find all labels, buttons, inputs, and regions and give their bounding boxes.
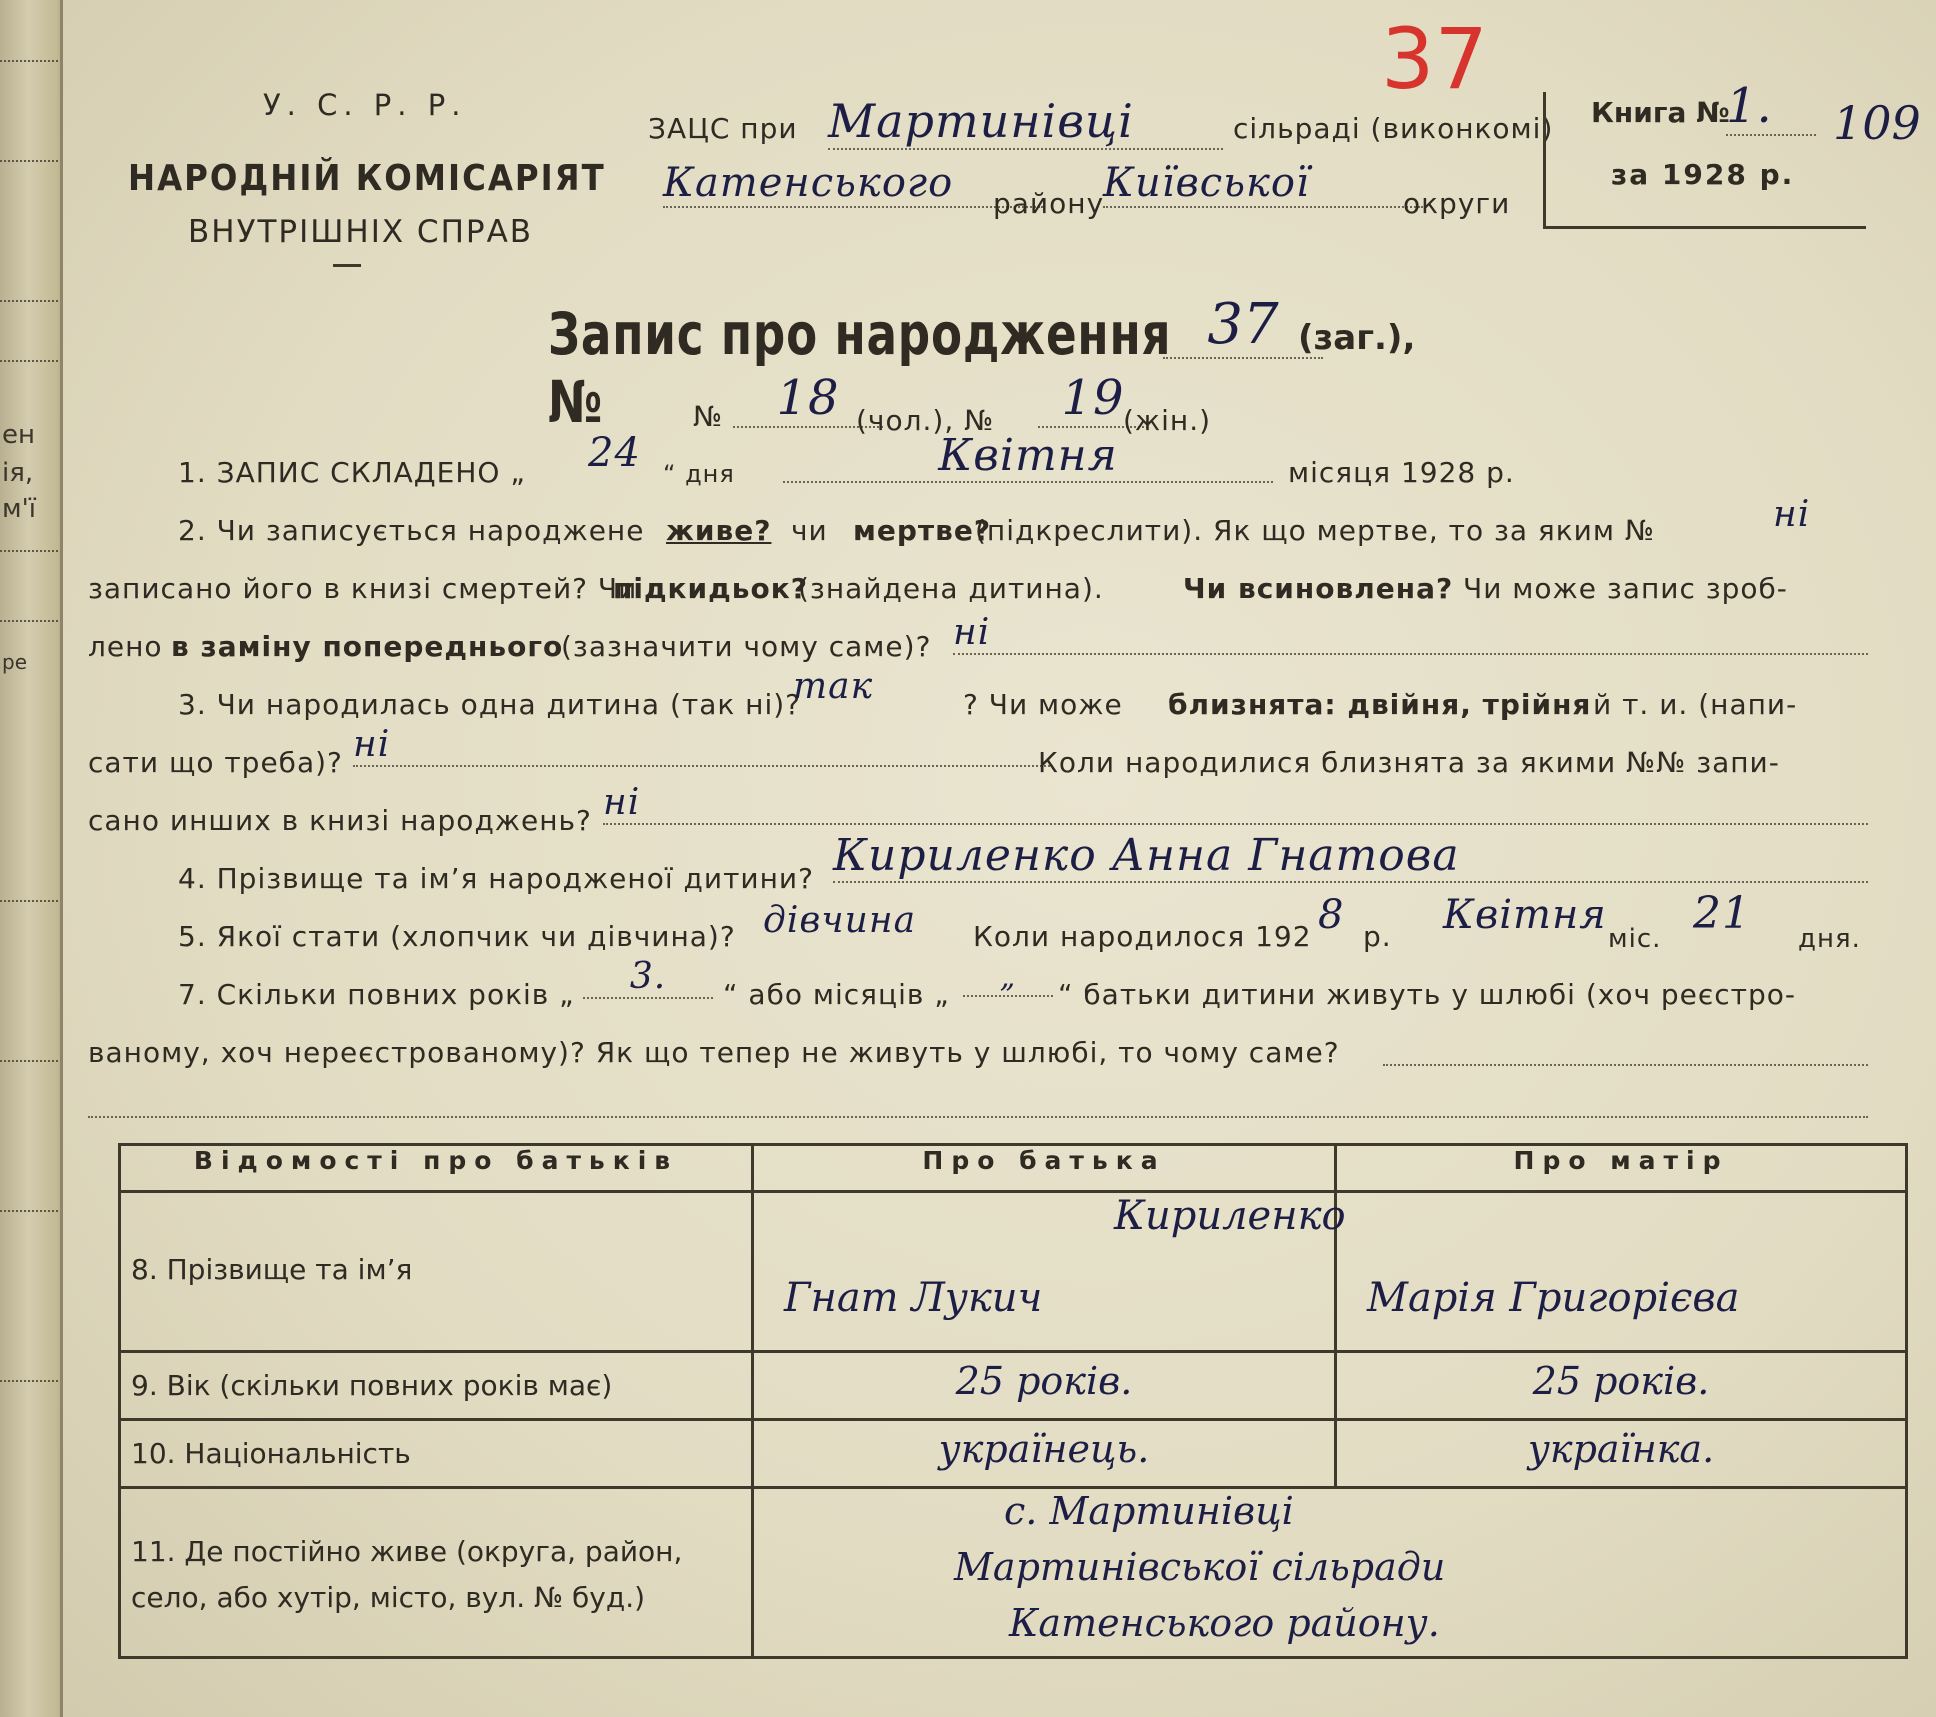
male-number: 18	[733, 370, 883, 428]
field-2-alive: живе?	[666, 514, 772, 547]
commissariat-label: НАРОДНІЙ КОМІСАРІЯТ	[128, 158, 606, 199]
field-2-chy: чи	[791, 514, 828, 547]
record-number: 37	[1163, 292, 1323, 359]
mother-age-handwriting: 25 років.	[1532, 1359, 1710, 1403]
red-record-number: 37	[1381, 10, 1488, 108]
field-3-line-2b: Коли народилися близнята за якими №№ запи-	[1038, 746, 1780, 779]
field-2-replace: в заміну попереднього	[171, 630, 564, 663]
field-2-found: підкидьок?	[613, 572, 808, 605]
birth-day-handwriting: 21	[1693, 888, 1751, 939]
mother-nationality-handwriting: українка.	[1527, 1427, 1715, 1471]
residence-line-3: Катенського району.	[1009, 1601, 1440, 1645]
field-3-handwriting: так	[793, 666, 874, 707]
header-dash	[333, 264, 361, 267]
no-label: №	[693, 400, 724, 433]
field-5-dnia: дня.	[1798, 924, 1861, 954]
female-number: 19	[1038, 370, 1148, 428]
header-father: Про батька	[753, 1145, 1336, 1192]
row-9-father	[753, 1352, 1336, 1420]
row-10-mother	[1336, 1420, 1907, 1488]
field-2-line-1a: 2. Чи записується народжене	[178, 514, 645, 547]
field-7-line-1c: “ батьки дитини живуть у шлюбі (хоч реєстро-	[1058, 978, 1796, 1011]
field-4-label: 4. Прізвище та ім’я народженої дитини?	[178, 862, 814, 895]
row-9-label: 9. Вік (скільки повних років має)	[120, 1352, 753, 1420]
edge-text-2: ія,	[2, 458, 34, 488]
marriage-years-handwriting: 3.	[583, 956, 713, 999]
birth-year-digit: 8	[1318, 892, 1345, 938]
field-3-handwriting-2: ні	[353, 724, 1053, 767]
field-3-line-1b: ? Чи може	[963, 688, 1123, 721]
parents-table	[118, 1143, 1908, 1659]
field-2-line-3a: лено	[88, 630, 163, 663]
field-2-handwriting-1: ні	[1773, 494, 1811, 535]
field-2-line-2b: (знайдена дитина).	[798, 572, 1104, 605]
marriage-months-handwriting: „	[963, 960, 1053, 997]
field-2-line-1b: (підкреслити). Як що мертве, то за яким №	[975, 514, 1656, 547]
child-name-handwriting: Кириленко Анна Гнатова	[833, 830, 1868, 883]
field-2-line-3b: (зазначити чому саме)?	[561, 630, 932, 663]
mother-name-handwriting: Марія Григорієва	[1367, 1275, 1740, 1321]
field-7-blank-2	[88, 1116, 1868, 1118]
record-title: Запис про народження №	[548, 300, 1172, 436]
zags-village-handwriting: Мартинівці	[828, 94, 1223, 150]
row-8-label: 8. Прізвище та ім’я	[120, 1192, 753, 1352]
field-5-mis: міс.	[1608, 924, 1662, 954]
child-sex-handwriting: дівчина	[763, 900, 917, 941]
field-1-day-label: “ дня	[663, 460, 735, 488]
field-1-year: місяця 1928 р.	[1288, 456, 1515, 489]
okrugy-label: округи	[1403, 187, 1511, 220]
father-nationality-handwriting: українець.	[938, 1427, 1150, 1471]
father-age-handwriting: 25 років.	[955, 1359, 1133, 1403]
row-11-label: 11. Де постійно живе (округа, район, село, або хутір, місто, вул. № буд.)	[120, 1488, 753, 1658]
male-label: (чол.), №	[856, 404, 995, 437]
field-7-months-label: “ або місяців „	[723, 978, 950, 1011]
birth-month-handwriting: Квітня	[1443, 892, 1607, 938]
residence-line-1: с. Мартинівці	[1004, 1489, 1294, 1533]
field-3-line-3a: сано инших в книзі народжень?	[88, 804, 592, 837]
header-parents-info: Відомості про батьків	[120, 1145, 753, 1192]
row-9-mother	[1336, 1352, 1907, 1420]
field-3-line-1c: й т. и. (напи-	[1593, 688, 1798, 721]
field-3-handwriting-3: ні	[603, 782, 1868, 825]
book-label: Книга №	[1591, 96, 1730, 129]
field-2-dead: мертве?	[853, 514, 992, 547]
silradi-label: сільраді (виконкомі)	[1233, 112, 1554, 145]
field-3-twins: близнята: двійня, трійня	[1168, 688, 1592, 721]
row-11-residence	[753, 1488, 1907, 1658]
field-5-label: 5. Якої стати (хлопчик чи дівчина)?	[178, 920, 736, 953]
book-number: 1.	[1726, 78, 1816, 136]
book-box	[1543, 78, 1866, 229]
birth-record-page	[60, 0, 1936, 1717]
field-2-line-2a: записано його в книзі смертей? Чи	[88, 572, 638, 605]
okrug-handwriting: Київської	[1103, 160, 1423, 208]
field-2-handwriting-2: ні	[953, 612, 1868, 655]
field-7-label: 7. Скільки повних років „	[178, 978, 575, 1011]
residence-line-2: Мартинівської сільради	[954, 1545, 1446, 1589]
rayonu-label: району	[993, 187, 1105, 220]
zags-pri-label: ЗАЦС при	[648, 112, 798, 145]
parents-surname-handwriting: Кириленко	[1114, 1193, 1346, 1239]
book-year: за 1928 р.	[1611, 158, 1795, 191]
ussr-label: У. С. Р. Р.	[263, 88, 467, 122]
row-8-father	[753, 1192, 1346, 1352]
row-10-label: 10. Національність	[120, 1420, 753, 1488]
field-1-day: 24	[588, 430, 641, 476]
field-5-birth-label: Коли народилося 192	[973, 920, 1312, 953]
field-7-blank-1	[1383, 1064, 1868, 1066]
field-2-line-2c: Чи може запис зроб-	[1463, 572, 1788, 605]
row-10-father	[753, 1420, 1336, 1488]
field-2-adopted: Чи всиновлена?	[1183, 572, 1454, 605]
zag-label: (заг.),	[1298, 318, 1416, 358]
field-3-line-2a: сати що треба)?	[88, 746, 343, 779]
internal-affairs-label: ВНУТРІШНІХ СПРАВ	[188, 214, 534, 250]
district-handwriting: Катенського	[663, 160, 1043, 208]
row-8-mother	[1336, 1192, 1907, 1352]
field-7-line-2: ваному, хоч нереєстрованому)? Як що тепер не живуть у шлюбі, то чому саме?	[88, 1036, 1340, 1069]
field-3-line-1a: 3. Чи народилась одна дитина (так ні)?	[178, 688, 802, 721]
field-1-month: Квітня	[783, 430, 1273, 483]
page-number: 109	[1833, 96, 1921, 150]
edge-text-1: ен	[2, 420, 35, 450]
female-label: (жін.)	[1123, 404, 1212, 437]
field-1-label: 1. ЗАПИС СКЛАДЕНО „	[178, 456, 526, 489]
field-5-r: р.	[1363, 920, 1392, 953]
father-name-handwriting: Гнат Лукич	[784, 1275, 1043, 1321]
edge-text-4: ре	[2, 650, 27, 674]
edge-text-3: м'ї	[2, 494, 36, 524]
header-mother: Про матір	[1336, 1145, 1907, 1192]
